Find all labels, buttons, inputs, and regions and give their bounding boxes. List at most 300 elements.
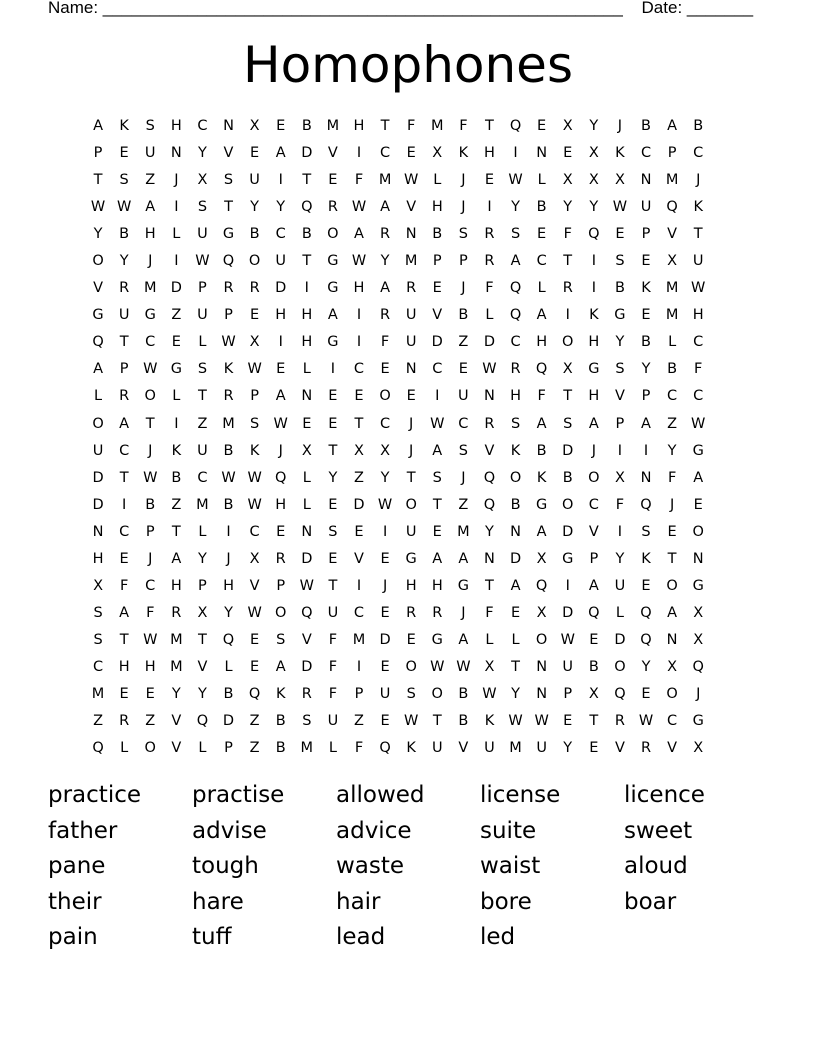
grid-letter: Q <box>640 631 652 648</box>
grid-letter: T <box>380 118 390 135</box>
grid-letter: V <box>171 713 182 730</box>
grid-row <box>85 356 711 383</box>
grid-letter: Z <box>197 415 208 432</box>
grid-letter: Y <box>615 334 625 351</box>
grid-letter: N <box>666 631 678 648</box>
grid-letter: D <box>301 658 313 675</box>
grid-letter: R <box>119 713 130 730</box>
grid-letter: F <box>380 334 390 351</box>
grid-letter: O <box>327 226 339 243</box>
grid-letter: C <box>119 523 130 540</box>
grid-letter: T <box>485 577 494 594</box>
grid-letter: U <box>484 740 495 757</box>
grid-letter: Y <box>485 523 494 540</box>
grid-letter: V <box>432 307 443 324</box>
grid-letter: D <box>483 334 496 351</box>
grid-row <box>85 681 711 708</box>
grid-letter: Y <box>563 199 573 216</box>
grid-letter: A <box>93 118 103 135</box>
word-bank <box>48 778 768 956</box>
grid-letter: T <box>224 199 233 216</box>
grid-letter: T <box>667 550 677 567</box>
grid-letter: C <box>693 334 704 351</box>
grid-letter: L <box>485 307 494 324</box>
grid-letter: R <box>406 280 417 297</box>
grid-letter: H <box>353 118 365 135</box>
grid-letter: R <box>614 713 625 730</box>
grid-letter: O <box>144 388 156 405</box>
grid-letter: Z <box>354 713 364 730</box>
grid-letter: X <box>562 118 573 135</box>
grid-letter: E <box>250 145 260 162</box>
grid-letter: H <box>170 118 182 135</box>
word-bank-item: tuff <box>192 924 232 951</box>
grid-letter: L <box>302 496 311 513</box>
grid-letter: S <box>641 523 651 540</box>
grid-row <box>85 113 711 140</box>
grid-letter: I <box>487 199 492 216</box>
grid-letter: U <box>640 199 652 216</box>
grid-letter: P <box>641 226 651 243</box>
grid-letter: E <box>667 523 677 540</box>
grid-row <box>85 735 711 762</box>
grid-letter: L <box>511 631 520 648</box>
grid-letter: H <box>692 307 704 324</box>
grid-letter: Y <box>563 740 573 757</box>
word-bank-item: led <box>480 924 516 951</box>
grid-letter: A <box>275 388 286 405</box>
grid-letter: W <box>273 415 288 432</box>
grid-letter: W <box>377 496 393 513</box>
grid-letter: B <box>301 226 312 243</box>
grid-letter: X <box>536 550 547 567</box>
grid-letter: Y <box>511 199 520 216</box>
word-bank-item: lead <box>336 924 386 951</box>
grid-letter: X <box>197 172 208 189</box>
grid-row <box>85 519 711 546</box>
grid-letter: K <box>615 145 625 162</box>
grid-letter: T <box>354 415 364 432</box>
grid-letter: T <box>93 172 103 189</box>
grid-letter: A <box>432 550 443 567</box>
grid-letter: T <box>485 118 494 135</box>
grid-letter: X <box>354 442 364 459</box>
grid-letter: Y <box>224 604 233 621</box>
grid-letter: X <box>614 469 625 486</box>
grid-letter: S <box>563 415 573 432</box>
grid-letter: Q <box>92 740 104 757</box>
grid-letter: O <box>248 253 261 270</box>
grid-letter: R <box>510 361 521 378</box>
grid-letter: M <box>222 415 235 432</box>
grid-letter: S <box>250 415 260 432</box>
grid-letter: J <box>148 442 153 459</box>
grid-letter: B <box>223 442 234 459</box>
grid-letter: P <box>198 577 207 594</box>
grid-letter: M <box>170 658 183 675</box>
grid-letter: C <box>275 226 286 243</box>
grid-letter: A <box>275 658 286 675</box>
grid-letter: A <box>171 550 182 567</box>
grid-letter: I <box>356 334 362 351</box>
grid-letter: D <box>301 550 313 567</box>
grid-letter: Z <box>145 172 156 189</box>
grid-letter: K <box>589 307 599 324</box>
grid-letter: N <box>405 361 417 378</box>
grid-letter: F <box>407 118 416 135</box>
grid-letter: L <box>537 172 546 189</box>
grid-letter: Z <box>354 469 364 486</box>
grid-letter: P <box>119 361 129 378</box>
grid-letter: W <box>534 713 549 730</box>
grid-letter: H <box>275 496 287 513</box>
grid-letter: A <box>693 469 704 486</box>
grid-letter: M <box>509 740 522 757</box>
grid-letter: W <box>482 361 497 378</box>
grid-letter: Q <box>301 199 313 216</box>
grid-letter: J <box>148 253 153 270</box>
grid-letter: Q <box>92 334 104 351</box>
grid-letter: B <box>458 686 469 702</box>
grid-letter: Q <box>640 496 652 513</box>
grid-letter: B <box>562 469 573 486</box>
grid-letter: S <box>197 199 208 216</box>
grid-letter: I <box>278 172 283 189</box>
grid-letter: A <box>458 631 469 648</box>
grid-letter: B <box>641 334 651 351</box>
grid-letter: D <box>614 631 626 648</box>
grid-letter: E <box>250 658 260 675</box>
grid-letter: E <box>380 713 390 730</box>
grid-letter: R <box>223 388 234 405</box>
grid-letter: G <box>536 496 548 513</box>
grid-letter: S <box>615 253 625 270</box>
grid-row <box>85 140 711 167</box>
grid-letter: F <box>459 118 468 135</box>
grid-letter: U <box>327 713 339 730</box>
grid-row <box>85 546 711 573</box>
grid-letter: B <box>432 226 443 243</box>
grid-letter: T <box>197 631 207 648</box>
grid-letter: F <box>537 388 546 405</box>
grid-letter: M <box>378 172 392 189</box>
grid-letter: A <box>641 415 651 432</box>
grid-letter: V <box>588 523 599 540</box>
grid-letter: E <box>328 496 338 513</box>
grid-letter: V <box>354 550 364 567</box>
grid-letter: Y <box>328 469 338 486</box>
grid-letter: T <box>589 713 599 730</box>
grid-letter: K <box>275 686 286 702</box>
grid-letter: C <box>197 118 208 135</box>
grid-letter: U <box>249 172 260 189</box>
grid-letter: C <box>458 415 469 432</box>
grid-letter: R <box>327 199 338 216</box>
grid-letter: Y <box>250 199 260 216</box>
grid-letter: V <box>614 740 625 757</box>
grid-letter: E <box>250 631 260 648</box>
grid-letter: H <box>431 577 443 594</box>
grid-letter: C <box>197 469 208 486</box>
grid-letter: S <box>119 172 129 189</box>
grid-letter: T <box>171 523 181 540</box>
grid-letter: G <box>327 280 339 297</box>
grid-letter: U <box>692 253 704 270</box>
grid-letter: H <box>588 334 600 351</box>
grid-letter: O <box>405 496 417 513</box>
grid-row <box>85 248 711 275</box>
grid-letter: S <box>223 172 234 189</box>
grid-letter: J <box>617 118 623 135</box>
grid-letter: B <box>223 496 234 513</box>
grid-letter: L <box>198 334 207 351</box>
grid-row <box>85 329 711 356</box>
grid-letter: B <box>249 226 260 243</box>
grid-letter: I <box>122 496 127 513</box>
grid-letter: J <box>278 442 283 459</box>
grid-letter: S <box>302 713 312 730</box>
grid-letter: R <box>380 307 391 324</box>
grid-letter: E <box>537 118 547 135</box>
grid-letter: W <box>299 577 314 594</box>
grid-letter: R <box>432 604 443 621</box>
grid-letter: I <box>617 523 623 540</box>
grid-letter: F <box>119 577 129 594</box>
grid-letter: F <box>667 469 677 486</box>
grid-letter: A <box>93 361 103 378</box>
grid-row <box>85 194 711 221</box>
grid-letter: U <box>562 658 574 675</box>
grid-letter: H <box>170 577 182 594</box>
grid-letter: U <box>405 307 417 324</box>
word-bank-item: pain <box>48 924 98 951</box>
grid-letter: M <box>404 253 418 270</box>
grid-letter: Q <box>588 226 600 243</box>
grid-letter: F <box>694 361 703 378</box>
grid-letter: W <box>195 253 210 270</box>
grid-letter: D <box>562 442 574 459</box>
grid-letter: L <box>198 523 207 540</box>
grid-letter: E <box>171 334 181 351</box>
grid-letter: N <box>536 658 548 675</box>
grid-letter: J <box>461 199 466 216</box>
grid-letter: Y <box>380 469 390 486</box>
grid-letter: F <box>146 604 155 621</box>
grid-letter: M <box>431 118 444 135</box>
grid-letter: C <box>588 496 599 513</box>
grid-letter: E <box>615 226 625 243</box>
date-field-label: Date: _______ <box>641 0 754 17</box>
grid-letter: S <box>276 631 286 648</box>
grid-letter: L <box>198 740 207 757</box>
grid-letter: E <box>484 172 495 189</box>
grid-letter: X <box>667 658 678 675</box>
grid-letter: E <box>380 658 390 675</box>
grid-letter: M <box>457 523 470 540</box>
grid-letter: W <box>612 199 628 216</box>
grid-letter: M <box>326 118 340 135</box>
grid-letter: O <box>588 469 600 486</box>
grid-letter: J <box>409 415 414 432</box>
grid-letter: K <box>641 550 651 567</box>
grid-letter: K <box>510 442 521 459</box>
grid-letter: E <box>380 361 390 378</box>
grid-letter: B <box>458 307 469 324</box>
grid-letter: V <box>171 740 182 757</box>
grid-letter: H <box>510 388 521 405</box>
grid-letter: X <box>667 253 678 270</box>
grid-letter: H <box>405 577 417 594</box>
grid-letter: E <box>119 686 129 702</box>
grid-letter: H <box>301 334 313 351</box>
grid-letter: C <box>380 415 391 432</box>
grid-letter: R <box>171 604 182 621</box>
word-bank-item: allowed <box>336 782 425 808</box>
grid-letter: T <box>119 631 129 648</box>
grid-letter: L <box>172 226 181 243</box>
word-bank-item: advice <box>336 817 412 844</box>
grid-letter: U <box>614 577 626 594</box>
grid-letter: F <box>328 631 338 648</box>
grid-letter: Z <box>145 713 156 730</box>
grid-letter: W <box>456 658 471 675</box>
grid-letter: B <box>667 361 678 378</box>
grid-letter: M <box>665 307 679 324</box>
grid-letter: Q <box>509 280 522 297</box>
grid-letter: B <box>458 713 469 730</box>
grid-letter: C <box>693 388 704 405</box>
grid-letter: B <box>301 118 312 135</box>
grid-letter: F <box>485 604 494 621</box>
grid-letter: I <box>330 361 336 378</box>
grid-letter: Y <box>615 550 625 567</box>
grid-letter: B <box>275 740 286 757</box>
grid-letter: B <box>510 496 521 513</box>
grid-letter: B <box>614 280 625 297</box>
grid-letter: P <box>615 415 625 432</box>
word-bank-item: father <box>48 817 118 844</box>
grid-letter: W <box>691 415 706 432</box>
grid-letter: O <box>666 686 678 702</box>
grid-letter: I <box>278 334 283 351</box>
grid-letter: W <box>560 631 575 648</box>
word-bank-item: licence <box>624 782 705 808</box>
grid-letter: T <box>119 469 129 486</box>
grid-letter: E <box>432 523 442 540</box>
grid-letter: E <box>641 686 651 702</box>
grid-letter: Q <box>640 604 652 621</box>
grid-letter: C <box>92 658 104 675</box>
grid-letter: D <box>222 713 235 730</box>
grid-letter: C <box>510 334 521 351</box>
grid-row <box>85 383 711 410</box>
grid-letter: I <box>356 658 362 675</box>
grid-letter: V <box>484 442 495 459</box>
grid-letter: K <box>641 280 651 297</box>
grid-letter: M <box>352 631 366 648</box>
grid-letter: U <box>536 740 547 757</box>
grid-letter: I <box>304 280 309 297</box>
grid-letter: O <box>562 496 574 513</box>
grid-letter: L <box>302 361 311 378</box>
grid-letter: E <box>302 415 312 432</box>
grid-letter: G <box>92 307 104 324</box>
grid-letter: W <box>404 713 419 730</box>
grid-letter: I <box>435 388 440 405</box>
grid-letter: Z <box>667 415 678 432</box>
grid-letter: E <box>328 550 338 567</box>
grid-letter: J <box>461 172 466 189</box>
grid-letter: D <box>275 280 287 297</box>
grid-letter: Q <box>692 658 704 675</box>
grid-letter: G <box>405 550 417 567</box>
grid-letter: W <box>430 415 445 432</box>
grid-row <box>85 275 711 302</box>
grid-letter: E <box>354 523 364 540</box>
grid-letter: K <box>536 469 547 486</box>
grid-letter: M <box>665 172 679 189</box>
grid-letter: Q <box>535 361 548 378</box>
grid-letter: K <box>223 361 234 378</box>
grid-letter: T <box>432 496 442 513</box>
grid-letter: N <box>405 226 417 243</box>
grid-letter: W <box>351 253 367 270</box>
word-bank-item: their <box>48 888 102 915</box>
grid-letter: H <box>223 577 234 594</box>
grid-letter: B <box>119 226 130 243</box>
grid-letter: G <box>692 577 704 594</box>
grid-letter: D <box>431 334 443 351</box>
grid-letter: X <box>693 631 704 648</box>
grid-letter: O <box>509 469 522 486</box>
grid-letter: P <box>145 523 155 540</box>
grid-letter: U <box>405 523 417 540</box>
grid-letter: W <box>351 199 367 216</box>
grid-letter: P <box>224 307 233 324</box>
grid-letter: B <box>641 118 651 135</box>
grid-letter: E <box>589 631 599 648</box>
word-bank-item: pane <box>48 853 106 880</box>
grid-letter: A <box>354 226 364 243</box>
grid-row <box>85 221 711 248</box>
grid-letter: S <box>458 226 468 243</box>
grid-letter: R <box>562 280 573 297</box>
grid-letter: W <box>247 361 262 378</box>
grid-letter: X <box>249 550 260 567</box>
grid-letter: L <box>615 604 624 621</box>
grid-letter: B <box>536 442 547 459</box>
grid-letter: A <box>327 307 338 324</box>
grid-letter: U <box>197 307 208 324</box>
grid-letter: Y <box>119 253 129 270</box>
grid-letter: O <box>562 334 574 351</box>
grid-letter: F <box>485 280 494 297</box>
grid-letter: A <box>119 604 130 621</box>
grid-letter: C <box>432 361 443 378</box>
grid-letter: H <box>275 307 287 324</box>
grid-letter: E <box>432 280 442 297</box>
grid-letter: T <box>563 253 573 270</box>
grid-letter: T <box>406 469 416 486</box>
grid-letter: P <box>93 145 103 162</box>
grid-letter: E <box>406 145 416 162</box>
grid-letter: M <box>300 740 314 757</box>
grid-letter: X <box>249 334 260 351</box>
grid-letter: M <box>143 280 157 297</box>
grid-letter: L <box>224 658 233 675</box>
grid-letter: B <box>693 118 704 135</box>
grid-letter: G <box>614 307 626 324</box>
